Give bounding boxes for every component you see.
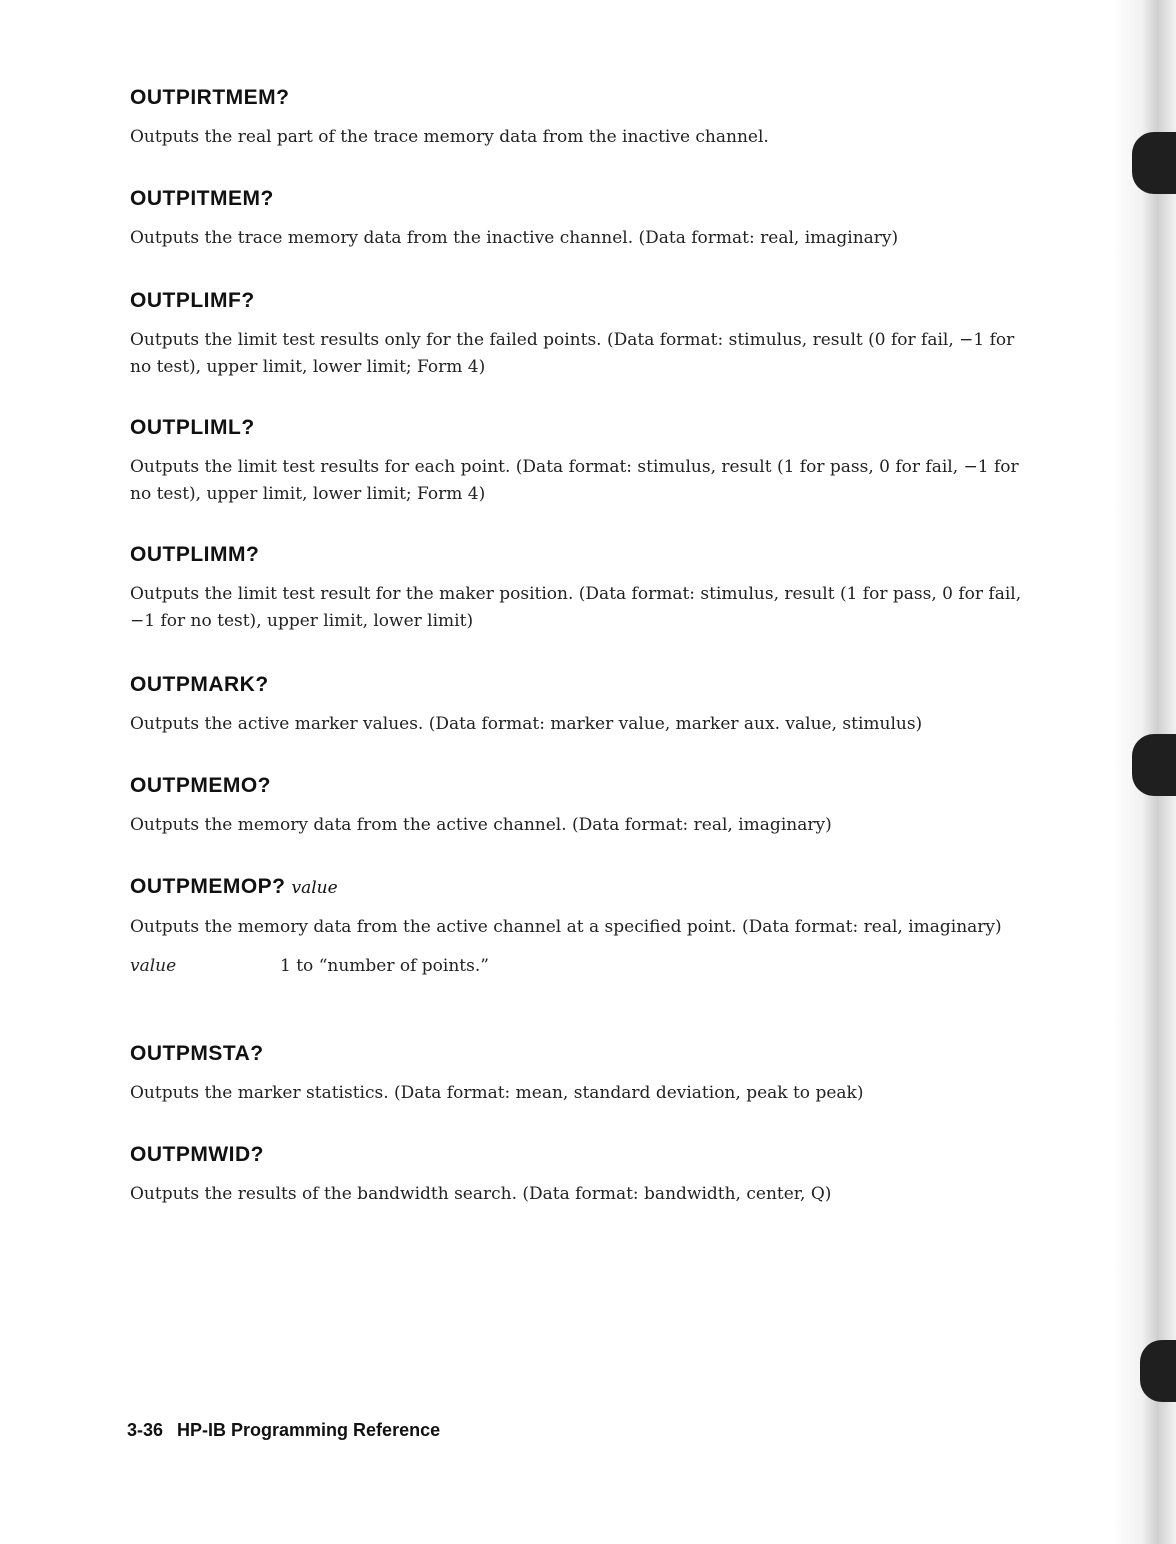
entry-outpmsta (130, 1042, 1030, 1107)
command-description: Outputs the memory data from the active channel at a specified point. (Data format: real, imaginary) (130, 917, 1002, 937)
command-description: Outputs the real part of the trace memory data from the inactive channel. (130, 127, 769, 147)
punch-hole (1132, 132, 1176, 194)
entry-outplimm (130, 543, 1030, 635)
command-parameter: value (291, 878, 338, 898)
command-description: Outputs the memory data from the active channel. (Data format: real, imaginary) (130, 815, 832, 835)
command-heading (130, 774, 1030, 798)
command-name: OUTPIRTMEM? (130, 86, 290, 109)
entry-outpmark (130, 673, 1030, 738)
entry-outpliml (130, 416, 1030, 508)
parameter-row (130, 953, 1030, 980)
entry-outpmemo (130, 774, 1030, 839)
entry-outpirtmem (130, 86, 1030, 151)
parameter-description: 1 to “number of points.” (280, 956, 489, 976)
command-description: Outputs the active marker values. (Data format: marker value, marker aux. value, stimulus) (130, 714, 923, 734)
command-description: Outputs the marker statistics. (Data format: mean, standard deviation, peak to peak) (130, 1083, 864, 1103)
footer-title: HP-IB Programming Reference (177, 1420, 441, 1440)
parameter-name: value (130, 956, 177, 976)
command-heading (130, 1143, 1030, 1167)
command-heading (130, 86, 1030, 110)
command-name: OUTPMEMOP? (130, 875, 286, 898)
command-name: OUTPMEMO? (130, 774, 271, 797)
command-heading (130, 875, 1030, 900)
command-heading (130, 543, 1030, 567)
page-footer (127, 1420, 440, 1441)
command-description: Outputs the results of the bandwidth search. (Data format: bandwidth, center, Q) (130, 1184, 832, 1204)
entry-outplimf (130, 289, 1030, 381)
command-description: Outputs the limit test results for each point. (Data format: stimulus, result (1 for pass, 0 for fail, −1 for no test), upper limit, lower limit; Form 4) (130, 457, 1019, 504)
command-heading (130, 1042, 1030, 1066)
command-heading (130, 289, 1030, 313)
command-name: OUTPMWID? (130, 1143, 264, 1166)
command-name: OUTPLIML? (130, 416, 255, 439)
command-heading (130, 416, 1030, 440)
command-description: Outputs the trace memory data from the inactive channel. (Data format: real, imaginary) (130, 228, 899, 248)
punch-hole (1140, 1340, 1176, 1402)
command-name: OUTPMSTA? (130, 1042, 264, 1065)
command-name: OUTPLIMF? (130, 289, 255, 312)
command-description: Outputs the limit test results only for the failed points. (Data format: stimulus, result (0 for fail, −1 for no test), upper limit, lower limit; Form 4) (130, 330, 1015, 377)
page-number: 3-36 (127, 1420, 164, 1440)
command-description: Outputs the limit test result for the maker position. (Data format: stimulus, result (1 for pass, 0 for fail, −1 for no test), upper limit, lower limit) (130, 584, 1022, 631)
command-name: OUTPMARK? (130, 673, 269, 696)
punch-hole (1132, 734, 1176, 796)
command-heading (130, 187, 1030, 211)
entry-outpmemop (130, 875, 1030, 980)
entry-outpmwid (130, 1143, 1030, 1208)
command-name: OUTPITMEM? (130, 187, 274, 210)
entry-outpitmem (130, 187, 1030, 252)
command-heading (130, 673, 1030, 697)
command-name: OUTPLIMM? (130, 543, 260, 566)
